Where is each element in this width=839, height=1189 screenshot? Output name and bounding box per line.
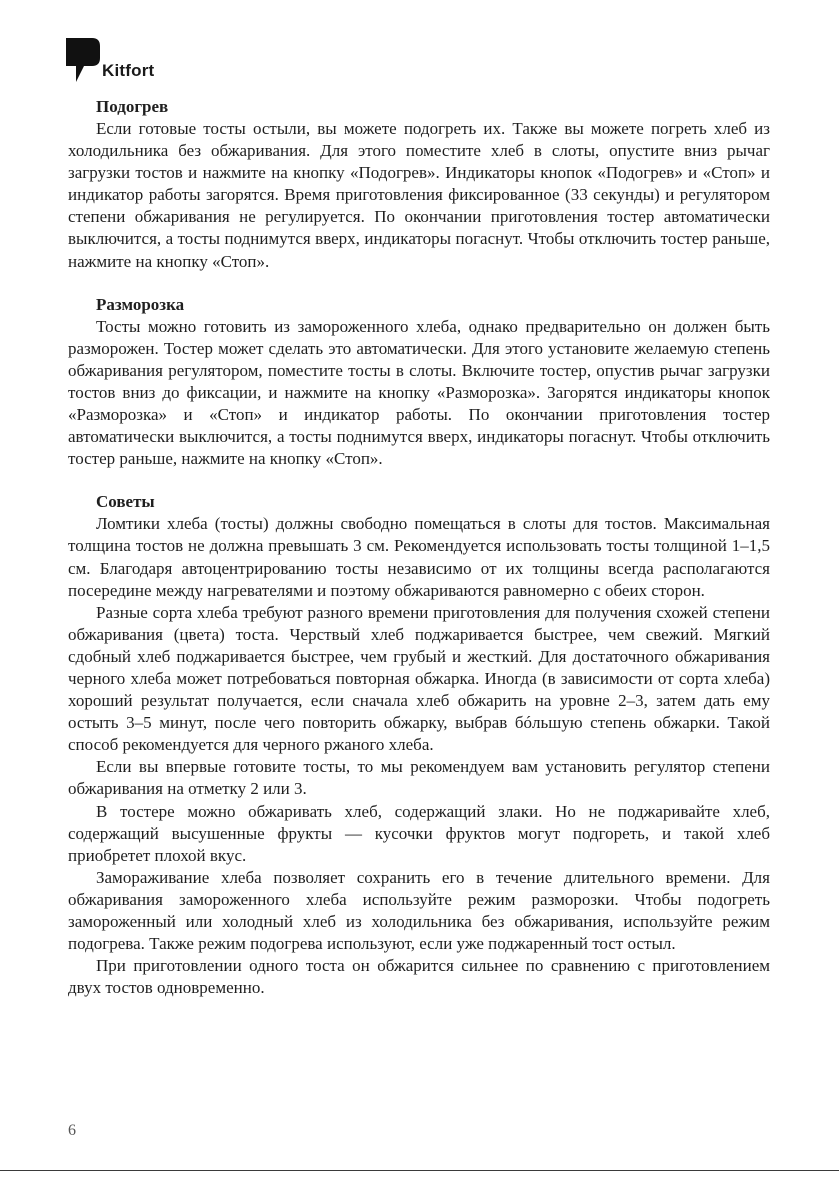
brand-name: Kitfort (102, 61, 155, 80)
section-defrost (68, 294, 770, 471)
page-number: 6 (68, 1122, 76, 1139)
paragraph: При приготовлении одного тоста он обжарится сильнее по сравнению с приготовлением двух тостов одновременно. (68, 956, 770, 998)
paragraph: Если вы впервые готовите тосты, то мы рекомендуем вам установить регулятор степени обжаривания на отметку 2 или 3. (68, 757, 770, 799)
paragraph: Замораживание хлеба позволяет сохранить его в течение длительного времени. Для обжаривания замороженного хлеба используйте режим разморозки. Чтобы подогреть замороженный или холодный хлеб из холодильника без обжаривания, используйте режим подогрева. Также режим подогрева используют, если уже поджаренный тост остыл. (68, 867, 770, 954)
footer-divider (0, 1170, 839, 1171)
section-title: Советы (96, 492, 155, 512)
section-title: Подогрев (96, 97, 169, 116)
page-content (68, 96, 770, 1020)
brand-logo (66, 38, 154, 82)
section-title: Разморозка (96, 294, 185, 314)
section-reheat (68, 96, 770, 273)
section-tips (68, 491, 770, 999)
paragraph: Тосты можно готовить из замороженного хлеба, однако предварительно он должен быть разморожен. Тостер может сделать это автоматически. Для этого установите желаемую степень обжаривания регулятором, поместите тосты в слоты. Включите тостер, опустив рычаг загрузки тостов вниз до фиксации, и нажмите на кнопку «Разморозка». Загорятся индикаторы кнопок «Разморозка» и «Стоп» и индикатор работы. По окончании приготовления тостер автоматически выключится, а тосты поднимутся вверх, индикаторы погаснут. Чтобы отключить тостер раньше, нажмите на кнопку «Стоп». (68, 316, 770, 469)
paragraph: В тостере можно обжаривать хлеб, содержащий злаки. Но не поджаривайте хлеб, содержащий высушенные фрукты — кусочки фруктов могут подгореть, и такой хлеб приобретет плохой вкус. (68, 801, 770, 865)
paragraph: Если готовые тосты остыли, вы можете подогреть их. Также вы можете погреть хлеб из холодильника без обжаривания. Для этого поместите хлеб в слоты, опустите вниз рычаг загрузки тостов и нажмите на кнопку «Подогрев». Индикаторы кнопок «Подогрев» и «Стоп» и индикатор работы загорятся. Время приготовления фиксированное (33 секунды) и регулятором степени обжаривания не регулируется. По окончании приготовления тостер автоматически выключится, а тосты поднимутся вверх, индикаторы погаснут. Чтобы отключить тостер раньше, нажмите на кнопку «Стоп». (68, 119, 770, 271)
paragraph: Ломтики хлеба (тосты) должны свободно помещаться в слоты для тостов. Максимальная толщина тостов не должна превышать 3 см. Рекомендуется использовать тосты толщиной 1–1,5 см. Благодаря автоцентрированию тосты независимо от их толщины всегда располагаются посередине между нагревателями и поэтому обжариваются равномерно с обеих сторон. (68, 514, 770, 600)
paragraph: Разные сорта хлеба требуют разного времени приготовления для получения схожей степени обжаривания (цвета) тоста. Черствый хлеб поджаривается быстрее, чем свежий. Мягкий сдобный хлеб поджаривается быстрее, чем грубый и жесткий. Для достаточного обжаривания черного хлеба может потребоваться повторная обжарка. Иногда (в зависимости от сорта хлеба) хороший результат получается, если сначала хлеб обжарить на уровне 2–3, затем дать ему остыть 3–5 минут, после чего повторить обжарку, выбрав бóльшую степень обжарки. Такой способ рекомендуется для черного ржаного хлеба. (68, 602, 770, 755)
kitfort-logo-icon (66, 38, 100, 82)
